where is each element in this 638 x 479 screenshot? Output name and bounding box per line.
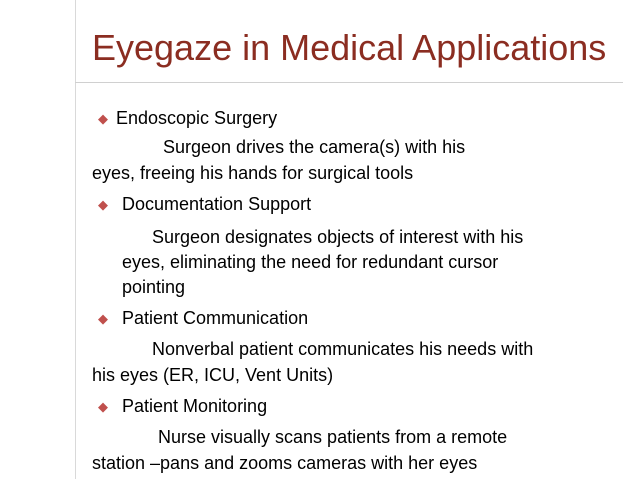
- bullet-body-line: Nonverbal patient communicates his needs with: [152, 339, 534, 359]
- bullet-heading-documentation-support: Documentation Support: [122, 194, 312, 214]
- bullet-body-line: eyes, eliminating the need for redundant cursor: [122, 252, 499, 272]
- bullet-heading-patient-communication: Patient Communication: [122, 308, 309, 328]
- bullet-body-line: Surgeon designates objects of interest with his: [152, 227, 524, 247]
- diamond-bullet-icon: ◆: [98, 311, 108, 326]
- slide-title: Eyegaze in Medical Applications: [92, 27, 607, 68]
- left-vertical-rule: [75, 0, 76, 479]
- bullet-body-line: pointing: [122, 277, 186, 297]
- diamond-bullet-icon: ◆: [98, 197, 108, 212]
- bullet-body-line: Nurse visually scans patients from a remote: [158, 427, 508, 447]
- bullet-body-line: eyes, freeing his hands for surgical tools: [92, 163, 414, 183]
- bullet-body-line: station –pans and zooms cameras with her eyes: [92, 453, 478, 473]
- bullet-body-line: his eyes (ER, ICU, Vent Units): [92, 365, 334, 385]
- bullet-heading-endoscopic-surgery: Endoscopic Surgery: [116, 108, 278, 128]
- bullet-heading-patient-monitoring: Patient Monitoring: [122, 396, 268, 416]
- diamond-bullet-icon: ◆: [98, 111, 108, 126]
- bullet-body-line: Surgeon drives the camera(s) with his: [163, 137, 466, 157]
- diamond-bullet-icon: ◆: [98, 399, 108, 414]
- title-divider: [75, 82, 623, 83]
